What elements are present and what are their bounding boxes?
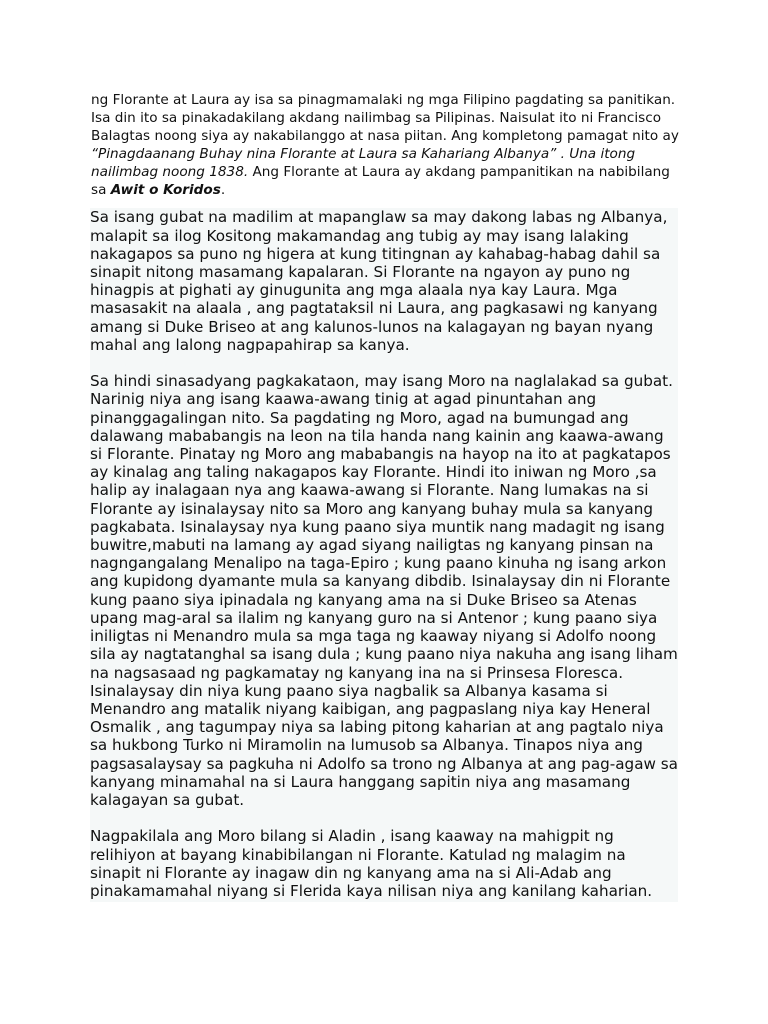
intro-full-title: “Pinagdaanang Buhay nina Florante at Laura sa Kahariang Albanya” . Una itong nailimbag noong 1838.: [91, 145, 636, 180]
intro-genre: Awit o Koridos: [110, 181, 221, 198]
intro-end: .: [220, 181, 226, 198]
intro-paragraph: [90, 92, 680, 199]
summary-paragraph-3: Nagpakilala ang Moro bilang si Aladin , isang kaaway na mahigpit ng relihiyon at bayang kinabibilangan ni Florante. Katulad ng malagim na sinapit ni Florante ay inagaw din ng kanyang ama na si Ali-Adab ang pinakamamahal niyang si Flerida kaya nilisan niya ang kanilang kaharian.: [90, 827, 653, 900]
summary-paragraph-1: Sa isang gubat na madilim at mapanglaw sa may dakong labas ng Albanya, malapit sa ilog Kositong makamandag ang tubig ay may isang lalaking nakagapos sa puno ng higera at kung titingnan ay kahabag-habag dahil sa sinapit nitong masamang kapalaran. Si Florante na ngayon ay puno ng hinagpis at pighati ay ginugunita ang mga alaala nya kay Laura. Mga masasakit na alaala , ang pagtataksil ni Laura, ang pagkasawi ng kanyang amang si Duke Briseo at ang kalunos-lunos na kalagayan ng bayan nyang mahal ang lalong nagpapahirap sa kanya.: [90, 208, 668, 354]
intro-text-continued: Ang Florante at Laura ay akdang pampanitikan na nabibilang sa: [91, 163, 670, 198]
document-page: [90, 92, 680, 902]
summary-section: [90, 208, 678, 902]
summary-paragraph-2: Sa hindi sinasadyang pagkakataon, may isang Moro na naglalakad sa gubat. Narinig niya ang isang kaawa-awang tinig at agad pinuntahan ang pinanggagalingan nito. Sa pagdating ng Moro, agad na bumungad ang dalawang mababangis na leon na tila handa nang kainin ang kaawa-awang si Florante. Pinatay ng Moro ang mababangis na hayop na ito at pagkatapos ay kinalag ang taling nakagapos kay Florante. Hindi ito iniwan ng Moro ,sa halip ay inalagaan nya ang kaawa-awang si Florante. Nang lumakas na si Florante ay isinalaysay nito sa Moro ang kanyang buhay mula sa kanyang pagkabata. Isinalaysay nya kung paano siya muntik nang madagit ng isang buwitre,mabuti na lamang ay agad siyang nailigtas ng kanyang pinsan na nagngangalang Menalipo na taga-Epiro ; kung paano kinuha ng isang arkon ang kupidong dyamante mula sa kanyang dibdib. Isinalaysay din ni Florante kung paano siya ipinadala ng kanyang ama na si Duke Briseo sa Atenas upang mag-aral sa ilalim ng kanyang guro na si Antenor ; kung paano siya iniligtas ni Menandro mula sa mga taga ng kaaway niyang si Adolfo noong sila ay nagtatanghal sa isang dula ; kung paano niya nakuha ang isang liham na nagsasaad ng pagkamatay ng kanyang ina na si Prinsesa Floresca. Isinalaysay din niya kung paano siya nagbalik sa Albanya kasama si Menandro ang matalik niyang kaibigan, ang pagpaslang niya kay Heneral Osmalik , ang tagumpay niya sa labing pitong kaharian at ang pagtalo niya sa hukbong Turko ni Miramolin na lumusob sa Albanya. Tinapos niya ang pagsasalaysay sa pagkuha ni Adolfo sa trono ng Albanya at ang pag-agaw sa kanyang minamahal na si Laura hanggang sapitin niya ang masamang kalagayan sa gubat.: [90, 372, 678, 809]
intro-text: ng Florante at Laura ay isa sa pinagmamalaki ng mga Filipino pagdating sa panitikan. Isa din ito sa pinakadakilang akdang nailimbag sa Pilipinas. Naisulat ito ni Francisco Balagtas noong siya ay nakabilanggo at nasa piitan. Ang kompletong pamagat nito ay: [91, 92, 679, 144]
